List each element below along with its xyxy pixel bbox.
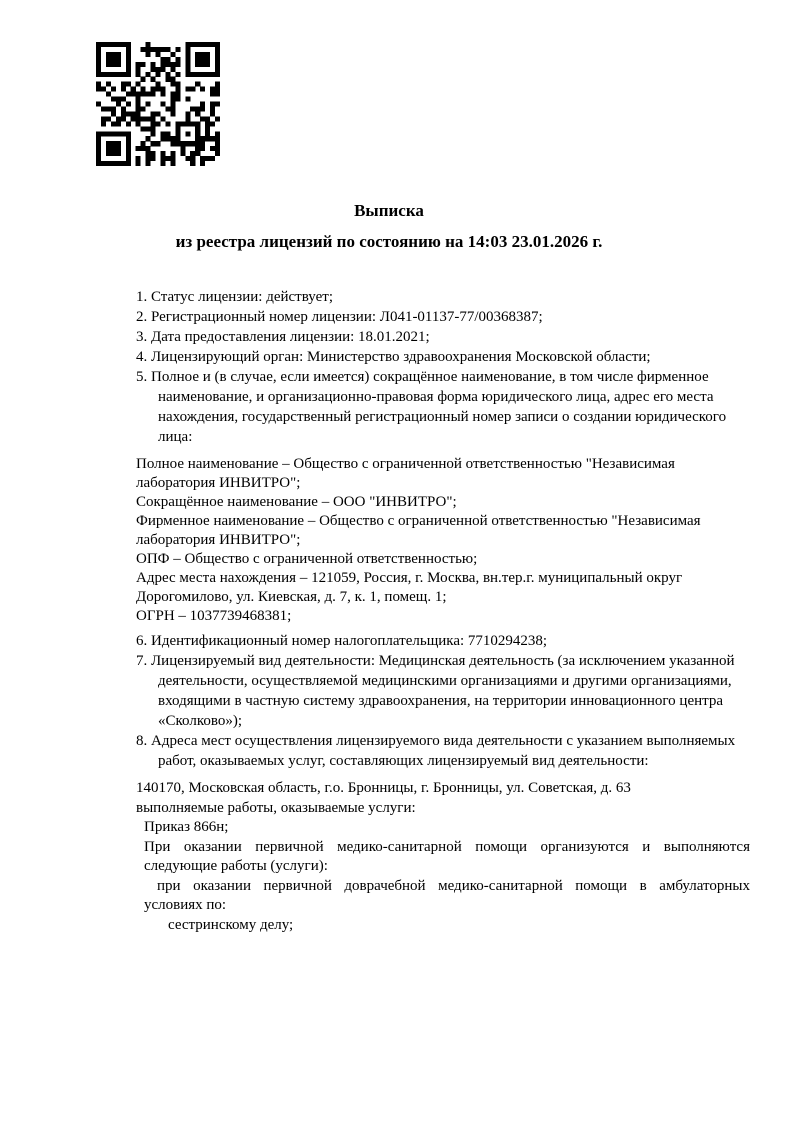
organization-block bbox=[136, 455, 750, 626]
org-ogrn: ОГРН – 1037739468381; bbox=[136, 608, 292, 624]
qr-code bbox=[96, 42, 220, 166]
works-order: Приказ 866н; bbox=[144, 819, 229, 835]
works-nursing: сестринскому делу; bbox=[168, 916, 294, 933]
org-legal-form: ОПФ – Общество с ограниченной ответственностью; bbox=[136, 551, 478, 567]
works-prehospital-care: при оказании первичной доврачебной медико-санитарной помощи в амбулаторных условиях по: bbox=[144, 877, 750, 913]
activity-address-block bbox=[136, 779, 750, 935]
page-subtitle: из реестра лицензий по состоянию на 14:03 23.01.2026 г. bbox=[175, 232, 603, 251]
works-intro: выполняемые работы, оказываемые услуги: bbox=[136, 799, 416, 816]
licensing-authority: 4. Лицензирующий орган: Министерство здравоохранения Московской области; bbox=[136, 349, 651, 365]
licensed-activity: 7. Лицензируемый вид деятельности: Медицинская деятельность (за исключением указанной деятельности, осуществляемой медицинскими организациями и другими организациями, входящими в частную систему здравоохранения, на территории инновационного центра «Сколково»); bbox=[136, 653, 735, 729]
org-short-name: Сокращённое наименование – ООО "ИНВИТРО"; bbox=[136, 494, 457, 510]
license-status: 1. Статус лицензии: действует; bbox=[136, 289, 333, 305]
taxpayer-number: 6. Идентификационный номер налогоплательщика: 7710294238; bbox=[136, 633, 548, 649]
page-title: Выписка bbox=[354, 201, 424, 220]
org-address: Адрес места нахождения – 121059, Россия, г. Москва, вн.тер.г. муниципальный округ Дорогомилово, ул. Киевская, д. 7, к. 1, помещ. 1; bbox=[136, 570, 683, 605]
document-body bbox=[136, 287, 750, 935]
address-line: 140170, Московская область, г.о. Бронницы, г. Бронницы, ул. Советская, д. 63 bbox=[136, 780, 631, 796]
qr-code-icon bbox=[96, 42, 220, 166]
org-brand-name: Фирменное наименование – Общество с ограниченной ответственностью "Независимая лаборатория ИНВИТРО"; bbox=[136, 513, 701, 548]
activity-addresses-heading: 8. Адреса мест осуществления лицензируемого вида деятельности с указанием выполняемых работ, оказываемых услуг, составляющих лицензируемый вид деятельности: bbox=[136, 733, 736, 769]
document-header bbox=[0, 201, 778, 252]
license-registration-number: 2. Регистрационный номер лицензии: Л041-01137-77/00368387; bbox=[136, 309, 543, 325]
works-primary-care: При оказании первичной медико-санитарной помощи организуются и выполняются следующие работы (услуги): bbox=[144, 838, 750, 874]
org-names-heading: 5. Полное и (в случае, если имеется) сокращённое наименование, в том числе фирменное наименование, и организационно-правовая форма юридического лица, адрес его места нахождения, государственный регистрационный номер записи о создании юридического лица: bbox=[136, 369, 727, 445]
license-issue-date: 3. Дата предоставления лицензии: 18.01.2021; bbox=[136, 329, 430, 345]
org-full-name: Полное наименование – Общество с ограниченной ответственностью "Независимая лаборатория ИНВИТРО"; bbox=[136, 456, 675, 491]
